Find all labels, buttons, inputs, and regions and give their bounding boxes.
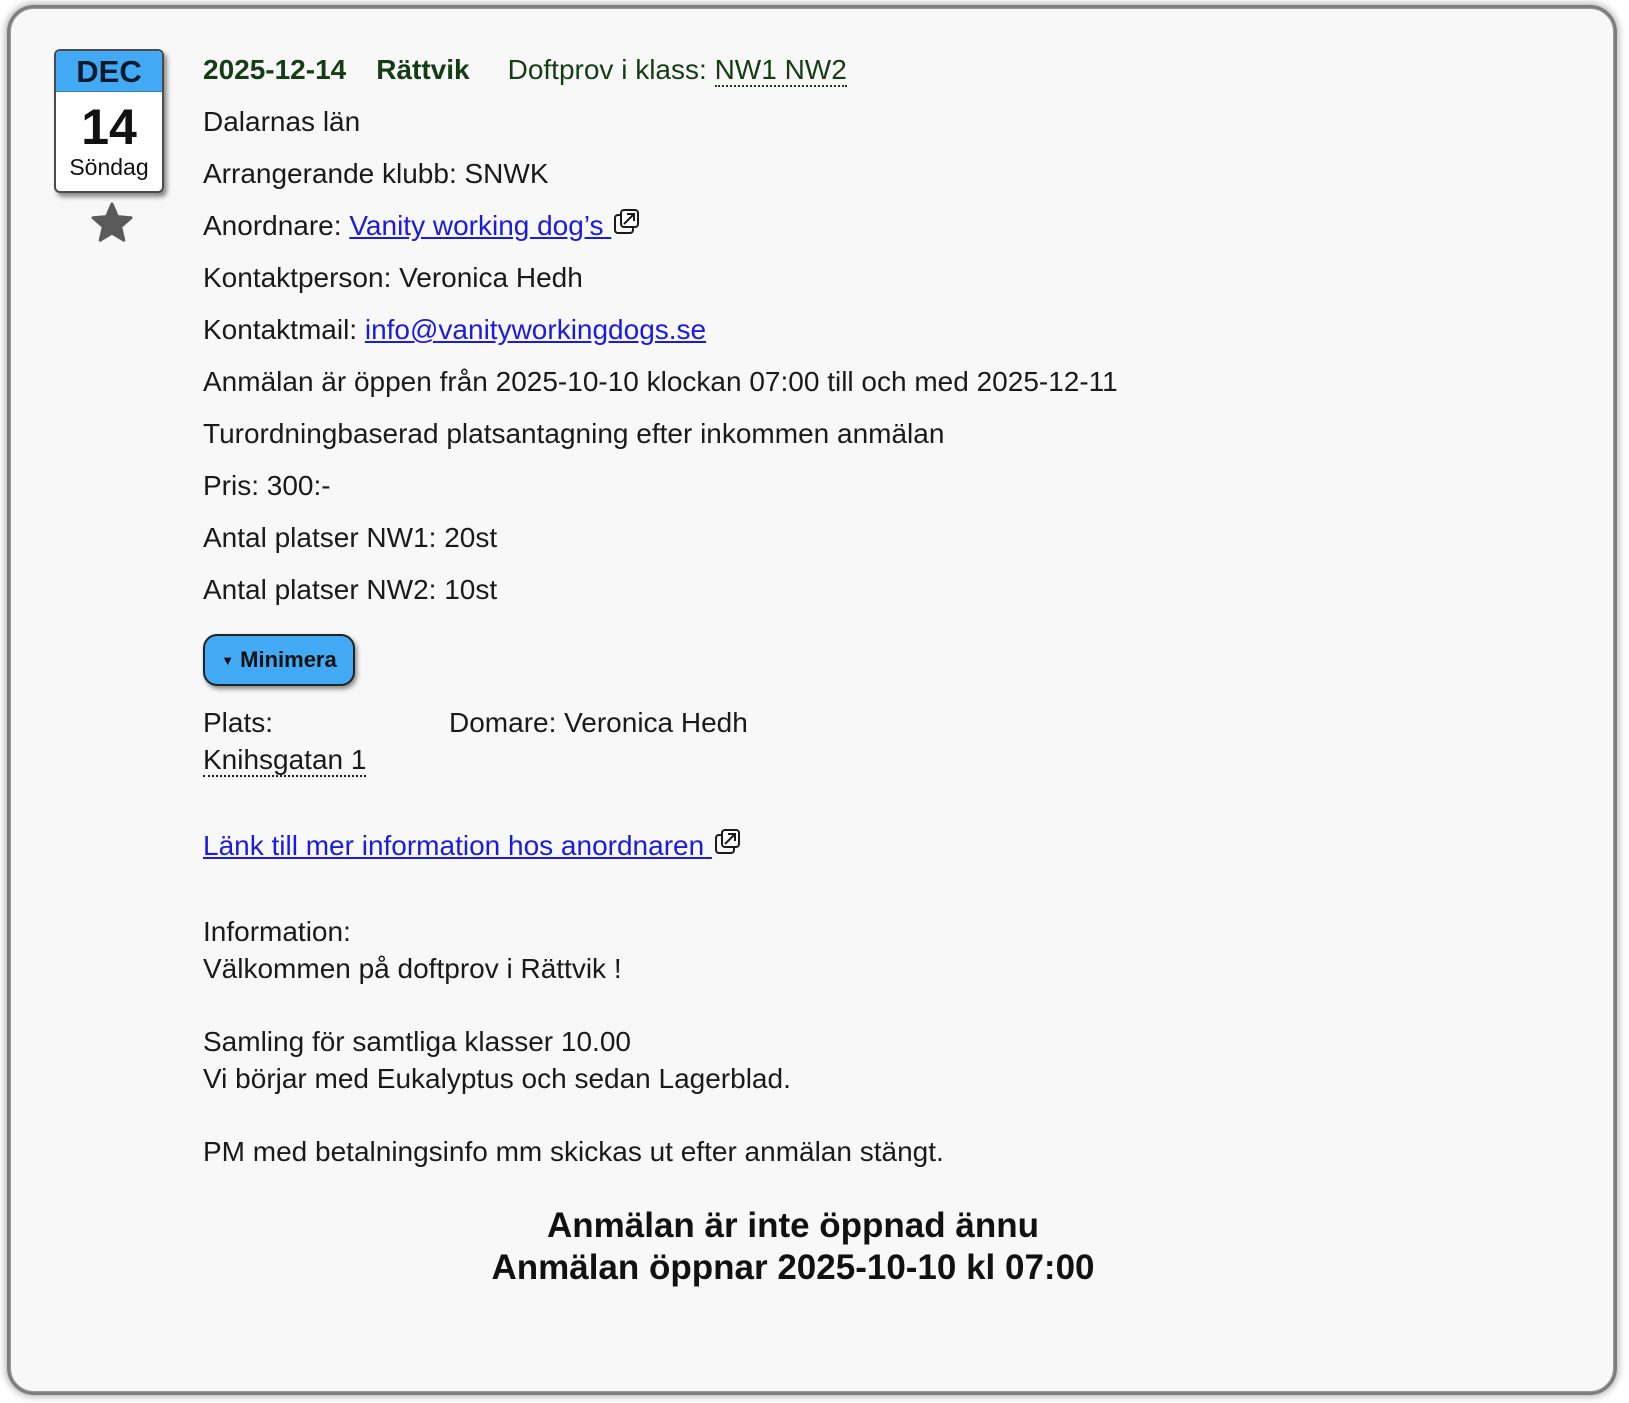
event-header bbox=[203, 53, 847, 87]
information-gathering: Samling för samtliga klasser 10.00 bbox=[203, 1026, 631, 1057]
location-address-row bbox=[203, 743, 366, 777]
organizer-label: Anordnare: bbox=[203, 210, 342, 241]
location-label: Plats: bbox=[203, 707, 274, 738]
registration-period: Anmälan är öppen från 2025-10-10 klockan 07:00 till och med 2025-12-11 bbox=[203, 366, 1118, 397]
contact-mail-label: Kontaktmail: bbox=[203, 314, 358, 345]
more-info-row bbox=[203, 829, 740, 863]
contact-mail-link[interactable]: info@vanityworkingdogs.se bbox=[364, 314, 707, 345]
calendar-month: DEC bbox=[56, 51, 162, 92]
class-label: Doftprov i klass: bbox=[507, 54, 707, 85]
registration-status: Anmälan är inte öppnad ännu bbox=[547, 1206, 1039, 1245]
more-info-link-text: Länk till mer information hos anordnaren bbox=[203, 830, 705, 861]
external-link-icon bbox=[613, 209, 639, 235]
event-date: 2025-12-14 bbox=[203, 54, 347, 85]
organizer-link[interactable] bbox=[349, 210, 639, 241]
places-nw1: Antal platser NW1: 20st bbox=[203, 522, 498, 553]
location-address-link[interactable]: Knihsgatan 1 bbox=[203, 744, 367, 775]
county: Dalarnas län bbox=[203, 106, 361, 137]
information-pm: PM med betalningsinfo mm skickas ut efter anmälan stängt. bbox=[203, 1136, 944, 1167]
organizer-row bbox=[203, 209, 639, 243]
class-link[interactable]: NW1 NW2 bbox=[714, 54, 847, 85]
registration-opens: Anmälan öppnar 2025-10-10 kl 07:00 bbox=[491, 1248, 1095, 1287]
calendar-day: 14 bbox=[81, 99, 137, 155]
information-welcome: Välkommen på doftprov i Rättvik ! bbox=[203, 953, 622, 984]
contact-mail-row bbox=[203, 313, 706, 347]
minimize-button-label: Minimera bbox=[240, 647, 337, 672]
judge: Domare: Veronica Hedh bbox=[449, 707, 748, 738]
information-heading: Information: bbox=[203, 916, 351, 947]
calendar-badge bbox=[54, 49, 164, 193]
information-scents: Vi börjar med Eukalyptus och sedan Lagerblad. bbox=[203, 1063, 791, 1094]
contact-person: Kontaktperson: Veronica Hedh bbox=[203, 262, 583, 293]
minimize-button[interactable] bbox=[203, 634, 355, 686]
event-city: Rättvik bbox=[376, 54, 470, 85]
external-link-icon bbox=[714, 829, 740, 855]
arranging-club: Arrangerande klubb: SNWK bbox=[203, 158, 549, 189]
triangle-down-icon: ▼ bbox=[221, 653, 235, 669]
more-info-link[interactable] bbox=[203, 830, 740, 861]
organizer-link-text: Vanity working dog’s bbox=[349, 210, 604, 241]
price: Pris: 300:- bbox=[203, 470, 331, 501]
admission-rule: Turordningbaserad platsantagning efter inkommen anmälan bbox=[203, 418, 945, 449]
calendar-weekday: Söndag bbox=[69, 154, 149, 180]
event-card bbox=[10, 8, 1614, 1392]
star-icon[interactable] bbox=[90, 201, 134, 245]
places-nw2: Antal platser NW2: 10st bbox=[203, 574, 498, 605]
